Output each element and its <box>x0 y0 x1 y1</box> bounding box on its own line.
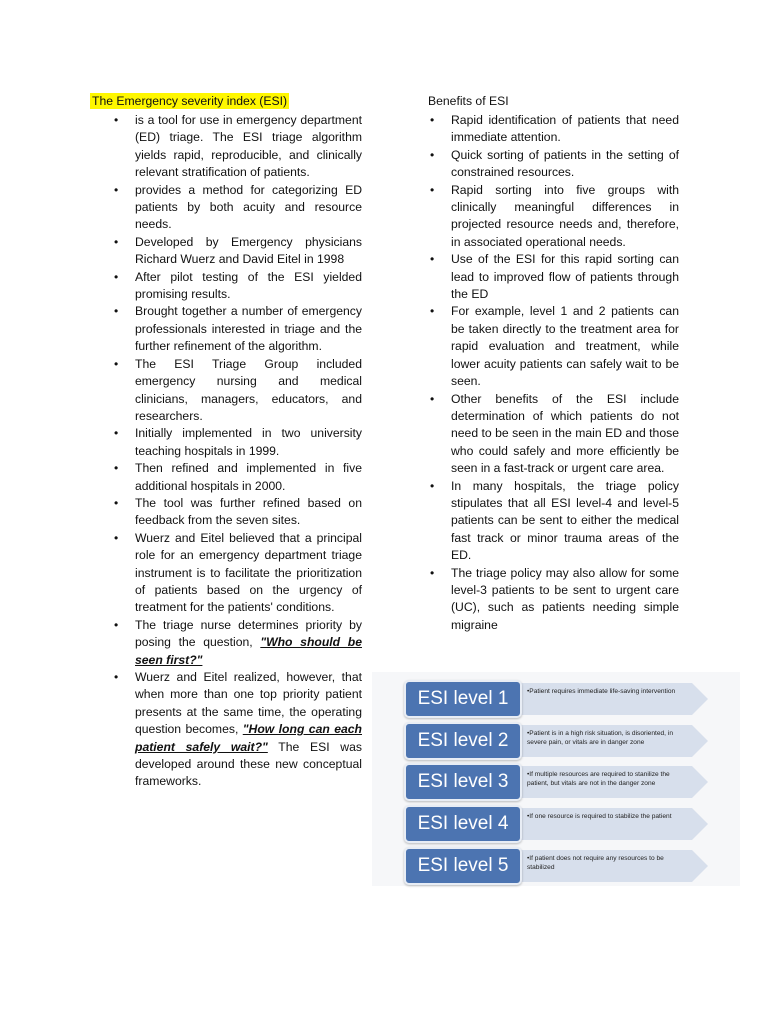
heading-highlight: The Emergency severity index (ESI) <box>92 94 288 108</box>
esi-level-description: •If multiple resources are required to stanilize the patient, but vitals are not in the danger zone <box>527 771 670 787</box>
list-item: • In many hospitals, the triage policy stipulates that all ESI level-4 and level-5 patients can be sent to either the medical fast track or minor trauma areas of the ED. <box>428 478 679 565</box>
esi-level-label: ESI level 3 <box>404 763 522 801</box>
list-item: • For example, level 1 and 2 patients can be taken directly to the treatment area for rapid evaluation and treatment, while lower acuity patients can safely wait to be seen. <box>428 303 679 390</box>
list-item-operating-question <box>90 669 362 791</box>
esi-levels-diagram <box>372 672 740 886</box>
esi-level-row <box>404 847 710 885</box>
esi-level-description: •If one resource is required to stabilize the patient <box>527 813 672 820</box>
section-heading-esi <box>90 93 362 110</box>
list-item: • Rapid sorting into five groups with clinically meaningful differences in projected resource needs and, therefore, in associated operational needs. <box>428 182 679 252</box>
list-item: • Developed by Emergency physicians Richard Wuerz and David Eitel in 1998 <box>90 234 362 269</box>
list-item: • The triage policy may also allow for some level-3 patients to be sent to urgent care (UC), such as patients needing simple migraine <box>428 565 679 635</box>
esi-description-list <box>90 112 362 791</box>
section-heading-benefits: Benefits of ESI <box>428 94 509 108</box>
list-item: • Rapid identification of patients that need immediate attention. <box>428 112 679 147</box>
right-column <box>428 93 679 634</box>
list-item-triage-question <box>90 617 362 669</box>
esi-level-row <box>404 805 710 843</box>
esi-level-label: ESI level 2 <box>404 722 522 760</box>
esi-level-label: ESI level 4 <box>404 805 522 843</box>
list-item: • is a tool for use in emergency department (ED) triage. The ESI triage algorithm yields rapid, reproducible, and clinically relevant stratification of patients. <box>90 112 362 182</box>
esi-level-description: •Patient requires immediate life-saving intervention <box>527 688 676 695</box>
item-text-after: The ESI was developed around these new conceptual frameworks. <box>135 739 362 789</box>
triage-question-quote: "Who should be seen first?" <box>135 635 362 667</box>
list-item: • Then refined and implemented in five additional hospitals in 2000. <box>90 460 362 495</box>
list-item: • Quick sorting of patients in the setting of constrained resources. <box>428 147 679 182</box>
list-item: • Other benefits of the ESI include determination of which patients do not need to be seen in the main ED and those who could safely and more efficiently be seen in a fast-track or urgent care area. <box>428 391 679 478</box>
esi-level-row <box>404 722 710 760</box>
esi-level-row <box>404 680 710 718</box>
item-text: The triage nurse determines priority by posing the question, <box>135 617 362 650</box>
item-text: Wuerz and Eitel realized, however, that when more than one top priority patient presents at the same time, the operating question becomes, <box>135 670 362 737</box>
benefits-list <box>428 112 679 634</box>
operating-question-quote: "How long can each patient safely wait?" <box>135 722 362 754</box>
list-item: • The ESI Triage Group included emergency nursing and medical clinicians, managers, educators, and researchers. <box>90 356 362 426</box>
list-item: • Initially implemented in two university teaching hospitals in 1999. <box>90 425 362 460</box>
esi-level-row <box>404 763 710 801</box>
list-item: • Brought together a number of emergency professionals interested in triage and the further refinement of the algorithm. <box>90 303 362 355</box>
esi-level-description: •Patient is in a high risk situation, is disoriented, in severe pain, or vitals are in danger zone <box>527 730 673 746</box>
list-item: • provides a method for categorizing ED patients by both acuity and resource needs. <box>90 182 362 234</box>
esi-level-description: •If patient does not require any resources to be stabilized <box>527 855 664 871</box>
left-column <box>90 93 362 791</box>
list-item: • The tool was further refined based on feedback from the seven sites. <box>90 495 362 530</box>
list-item: • After pilot testing of the ESI yielded promising results. <box>90 269 362 304</box>
list-item: • Use of the ESI for this rapid sorting can lead to improved flow of patients through the ED <box>428 251 679 303</box>
esi-level-label: ESI level 1 <box>404 680 522 718</box>
list-item: • Wuerz and Eitel believed that a principal role for an emergency department triage instrument is to facilitate the prioritization of patients based on the urgency of treatment for the patients' conditions. <box>90 530 362 617</box>
esi-level-label: ESI level 5 <box>404 847 522 885</box>
